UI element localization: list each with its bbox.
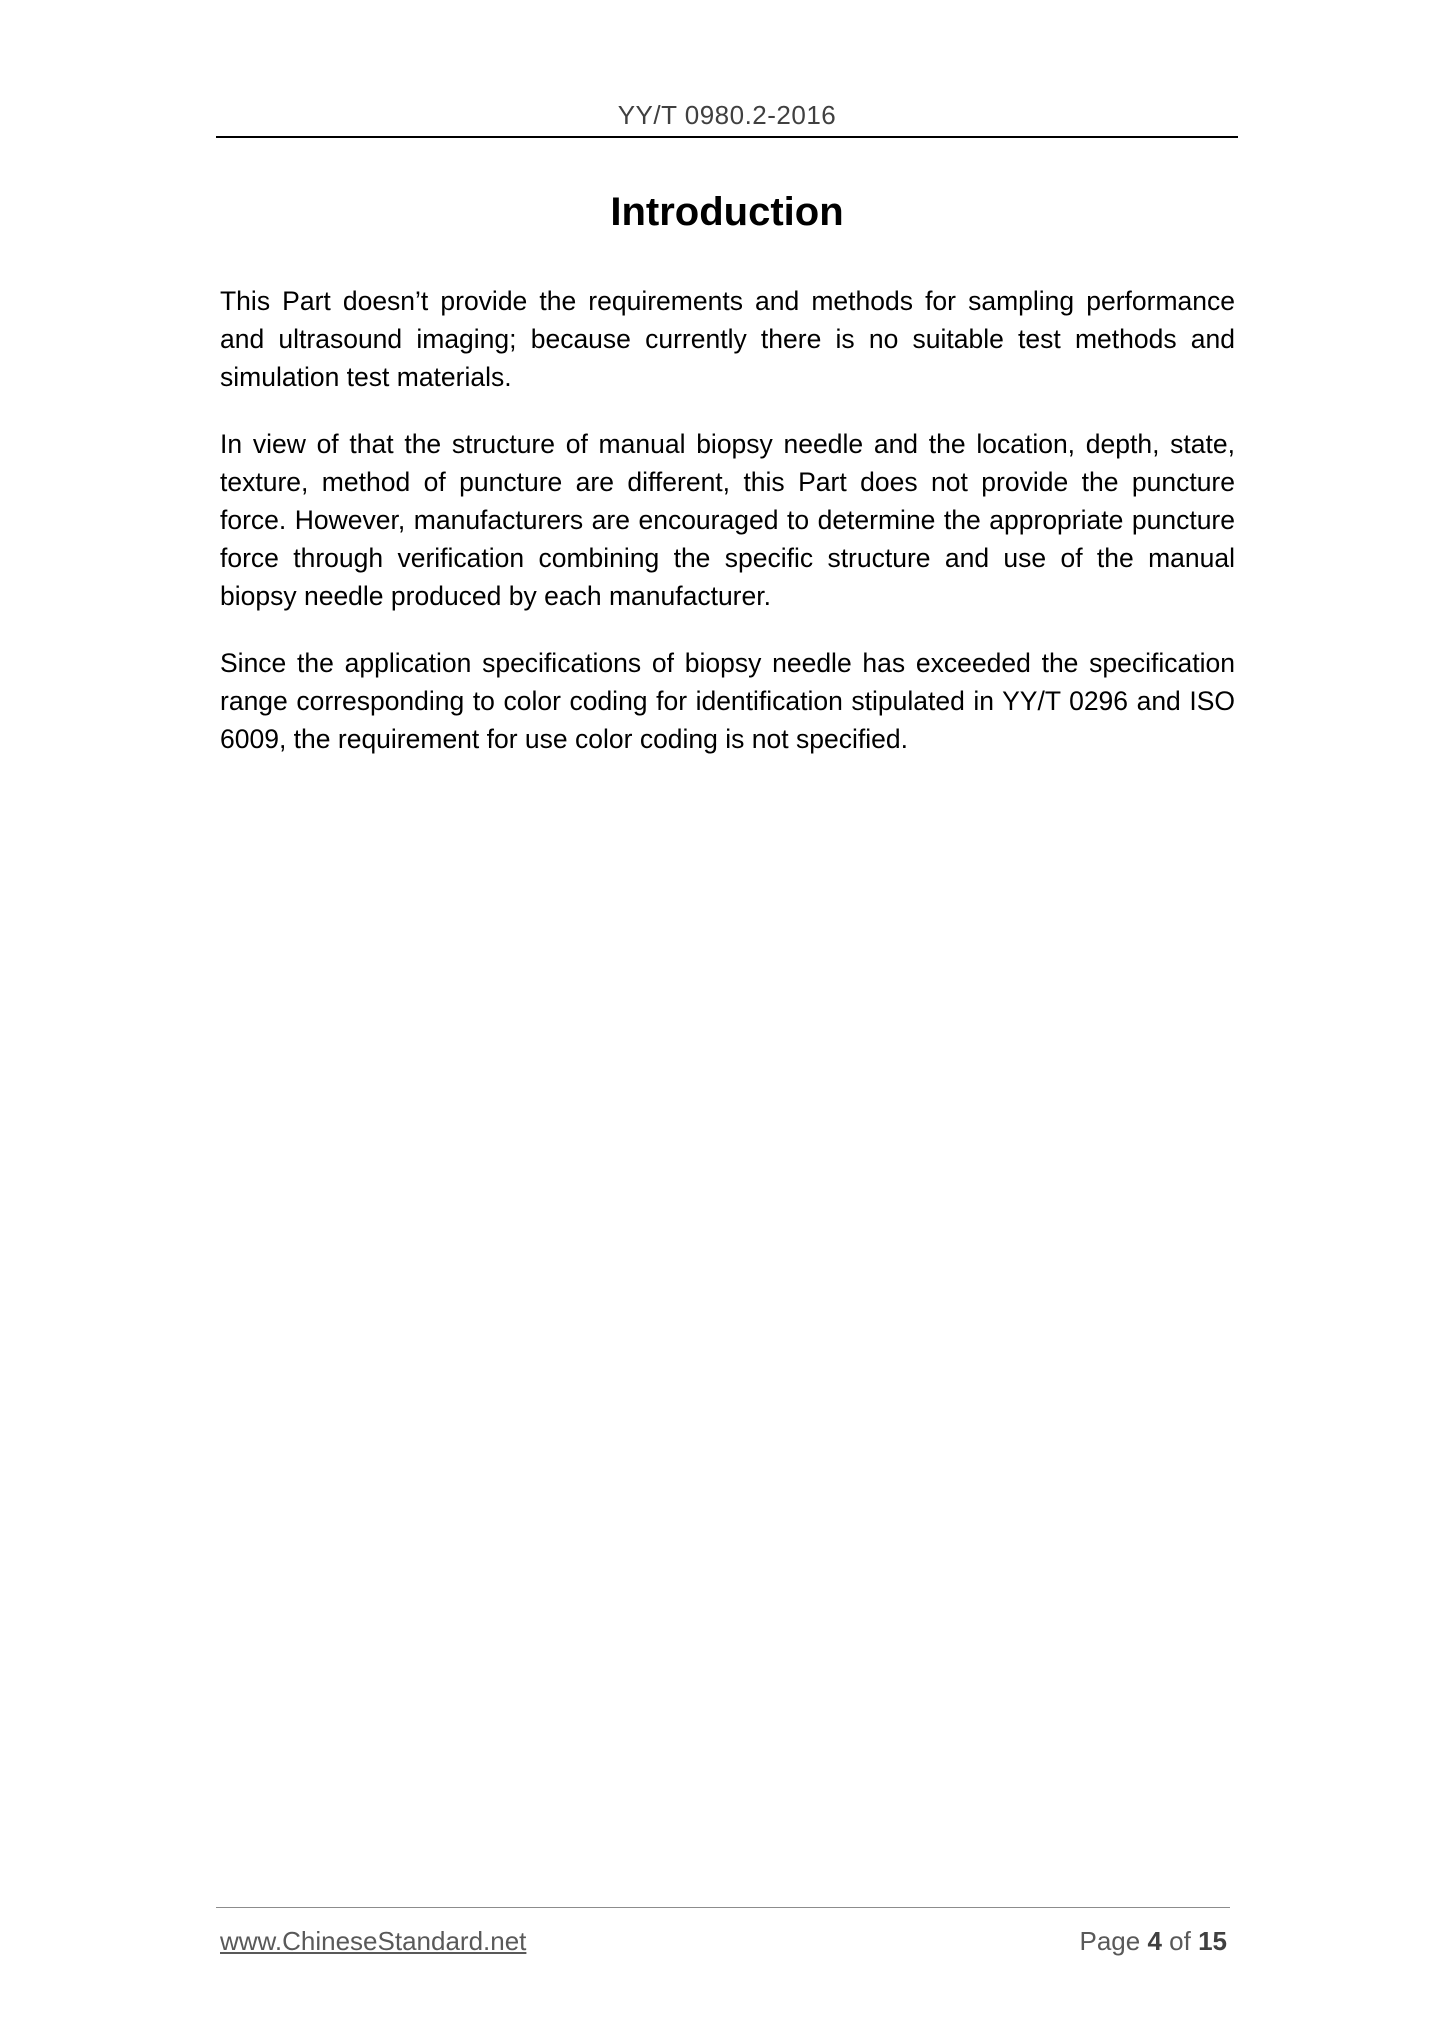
- page-total: 15: [1198, 1926, 1227, 1956]
- page-number: [1079, 1926, 1227, 1957]
- paragraph-3: Since the application specifications of biopsy needle has exceeded the specification range corresponding to color coding for identification stipulated in YY/T 0296 and ISO 6009, the requirement for use color coding is not specified.: [220, 648, 1235, 754]
- footer-divider: [216, 1907, 1230, 1908]
- website-link[interactable]: www.ChineseStandard.net: [220, 1926, 527, 1956]
- document-body: [220, 282, 1235, 787]
- paragraph-2: In view of that the structure of manual biopsy needle and the location, depth, state, texture, method of puncture are different, this Part does not provide the puncture force. However, manufacturers are encouraged to determine the appropriate puncture force through verification combining the specific structure and use of the manual biopsy needle produced by each manufacturer.: [220, 429, 1235, 611]
- header-divider: [216, 136, 1238, 138]
- page-current: 4: [1147, 1926, 1162, 1956]
- paragraph-1: This Part doesn’t provide the requirements and methods for sampling performance and ultrasound imaging; because currently there is no suitable test methods and simulation test materials.: [220, 286, 1235, 392]
- page-title: Introduction: [610, 190, 844, 234]
- running-header: YY/T 0980.2-2016: [617, 100, 837, 130]
- page-prefix: Page: [1079, 1926, 1141, 1956]
- page-of: of: [1169, 1926, 1191, 1956]
